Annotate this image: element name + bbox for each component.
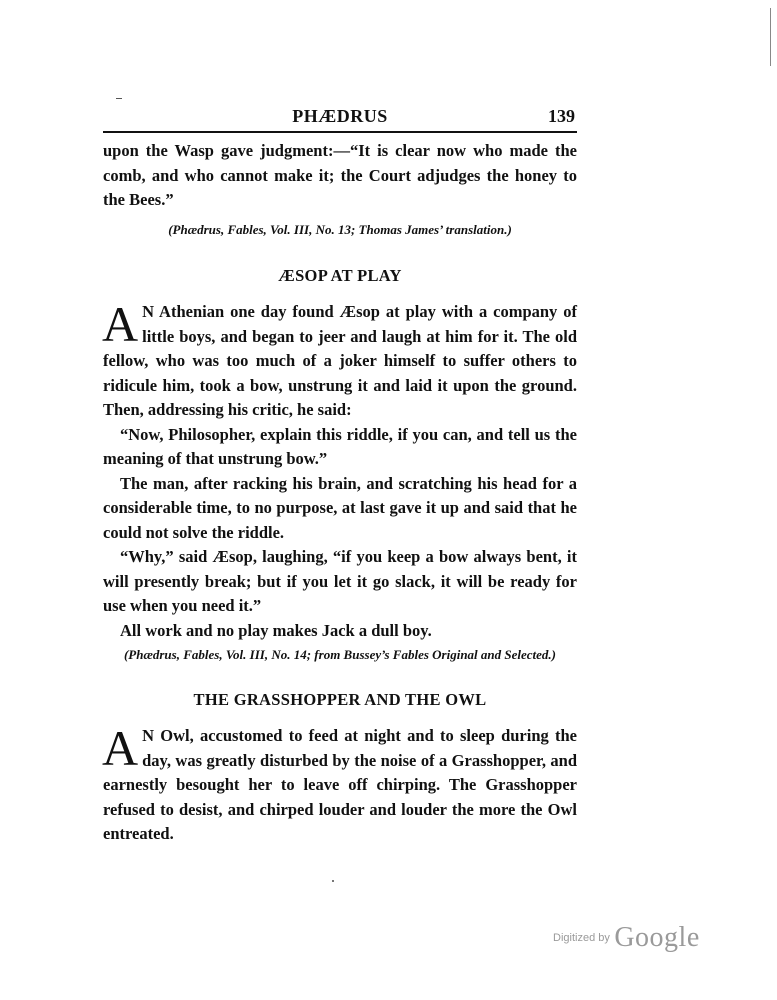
google-watermark: [553, 922, 700, 954]
scan-mark: [116, 98, 122, 99]
header-title: PHÆDRUS: [292, 106, 388, 126]
citation-2: (Phædrus, Fables, Vol. III, No. 14; from Bussey’s Fables Original and Selected.): [123, 647, 557, 662]
drop-cap: A: [102, 720, 139, 776]
fable-1-paragraph-5: All work and no play makes Jack a dull boy.: [120, 620, 432, 640]
fable-2-title: THE GRASSHOPPER AND THE OWL: [193, 690, 487, 709]
fable-1-paragraph-2: “Now, Philosopher, explain this riddle, if you can, and tell us the meaning of that unstrung bow.”: [103, 424, 577, 468]
continuation-text: [103, 139, 577, 213]
fable-1-paragraph-1: [102, 296, 577, 423]
fable-1-paragraph-3: The man, after racking his brain, and scratching his head for a considerable time, to no purpose, at last gave it up and said that he could not solve the riddle.: [103, 473, 577, 542]
watermark-prefix: Digitized by: [553, 932, 610, 944]
fable-2-paragraph-1: [102, 720, 577, 847]
running-header: [103, 106, 577, 134]
paragraph-text: N Athenian one day found Æsop at play with a company of little boys, and began to jeer and laugh at him for it. The old fellow, who was too much of a joker himself to suffer others to ridicule him, took a bow, unstrung it and laid it upon the ground. Then, addressing his critic, he said:: [103, 302, 577, 419]
drop-cap: A: [102, 296, 139, 352]
header-rule: [103, 131, 577, 133]
fable-2-body: [102, 720, 577, 847]
fable-1-paragraph-4: “Why,” said Æsop, laughing, “if you keep a bow always bent, it will presently break; but if you let it go slack, it will be ready for use when you need it.”: [103, 547, 577, 615]
citation-1: (Phædrus, Fables, Vol. III, No. 13; Thomas James’ translation.): [168, 222, 512, 237]
continuation-paragraph: upon the Wasp gave judgment:—“It is clear now who made the comb, and who cannot make it; the Court adjudges the honey to the Bees.”: [103, 141, 577, 209]
paragraph-text: N Owl, accustomed to feed at night and to sleep during the day, was greatly disturbed by the noise of a Grasshopper, and earnestly besought her to leave off chirping. The Grasshopper refused to desist, and chirped louder and louder the more the Owl entreated.: [103, 726, 577, 843]
google-logo: Google: [614, 922, 700, 953]
page-number: 139: [548, 106, 575, 126]
fable-1-title: ÆSOP AT PLAY: [278, 266, 402, 285]
scan-edge-line: [770, 8, 771, 66]
scan-speck: [332, 880, 334, 882]
fable-1-body: [102, 296, 577, 643]
